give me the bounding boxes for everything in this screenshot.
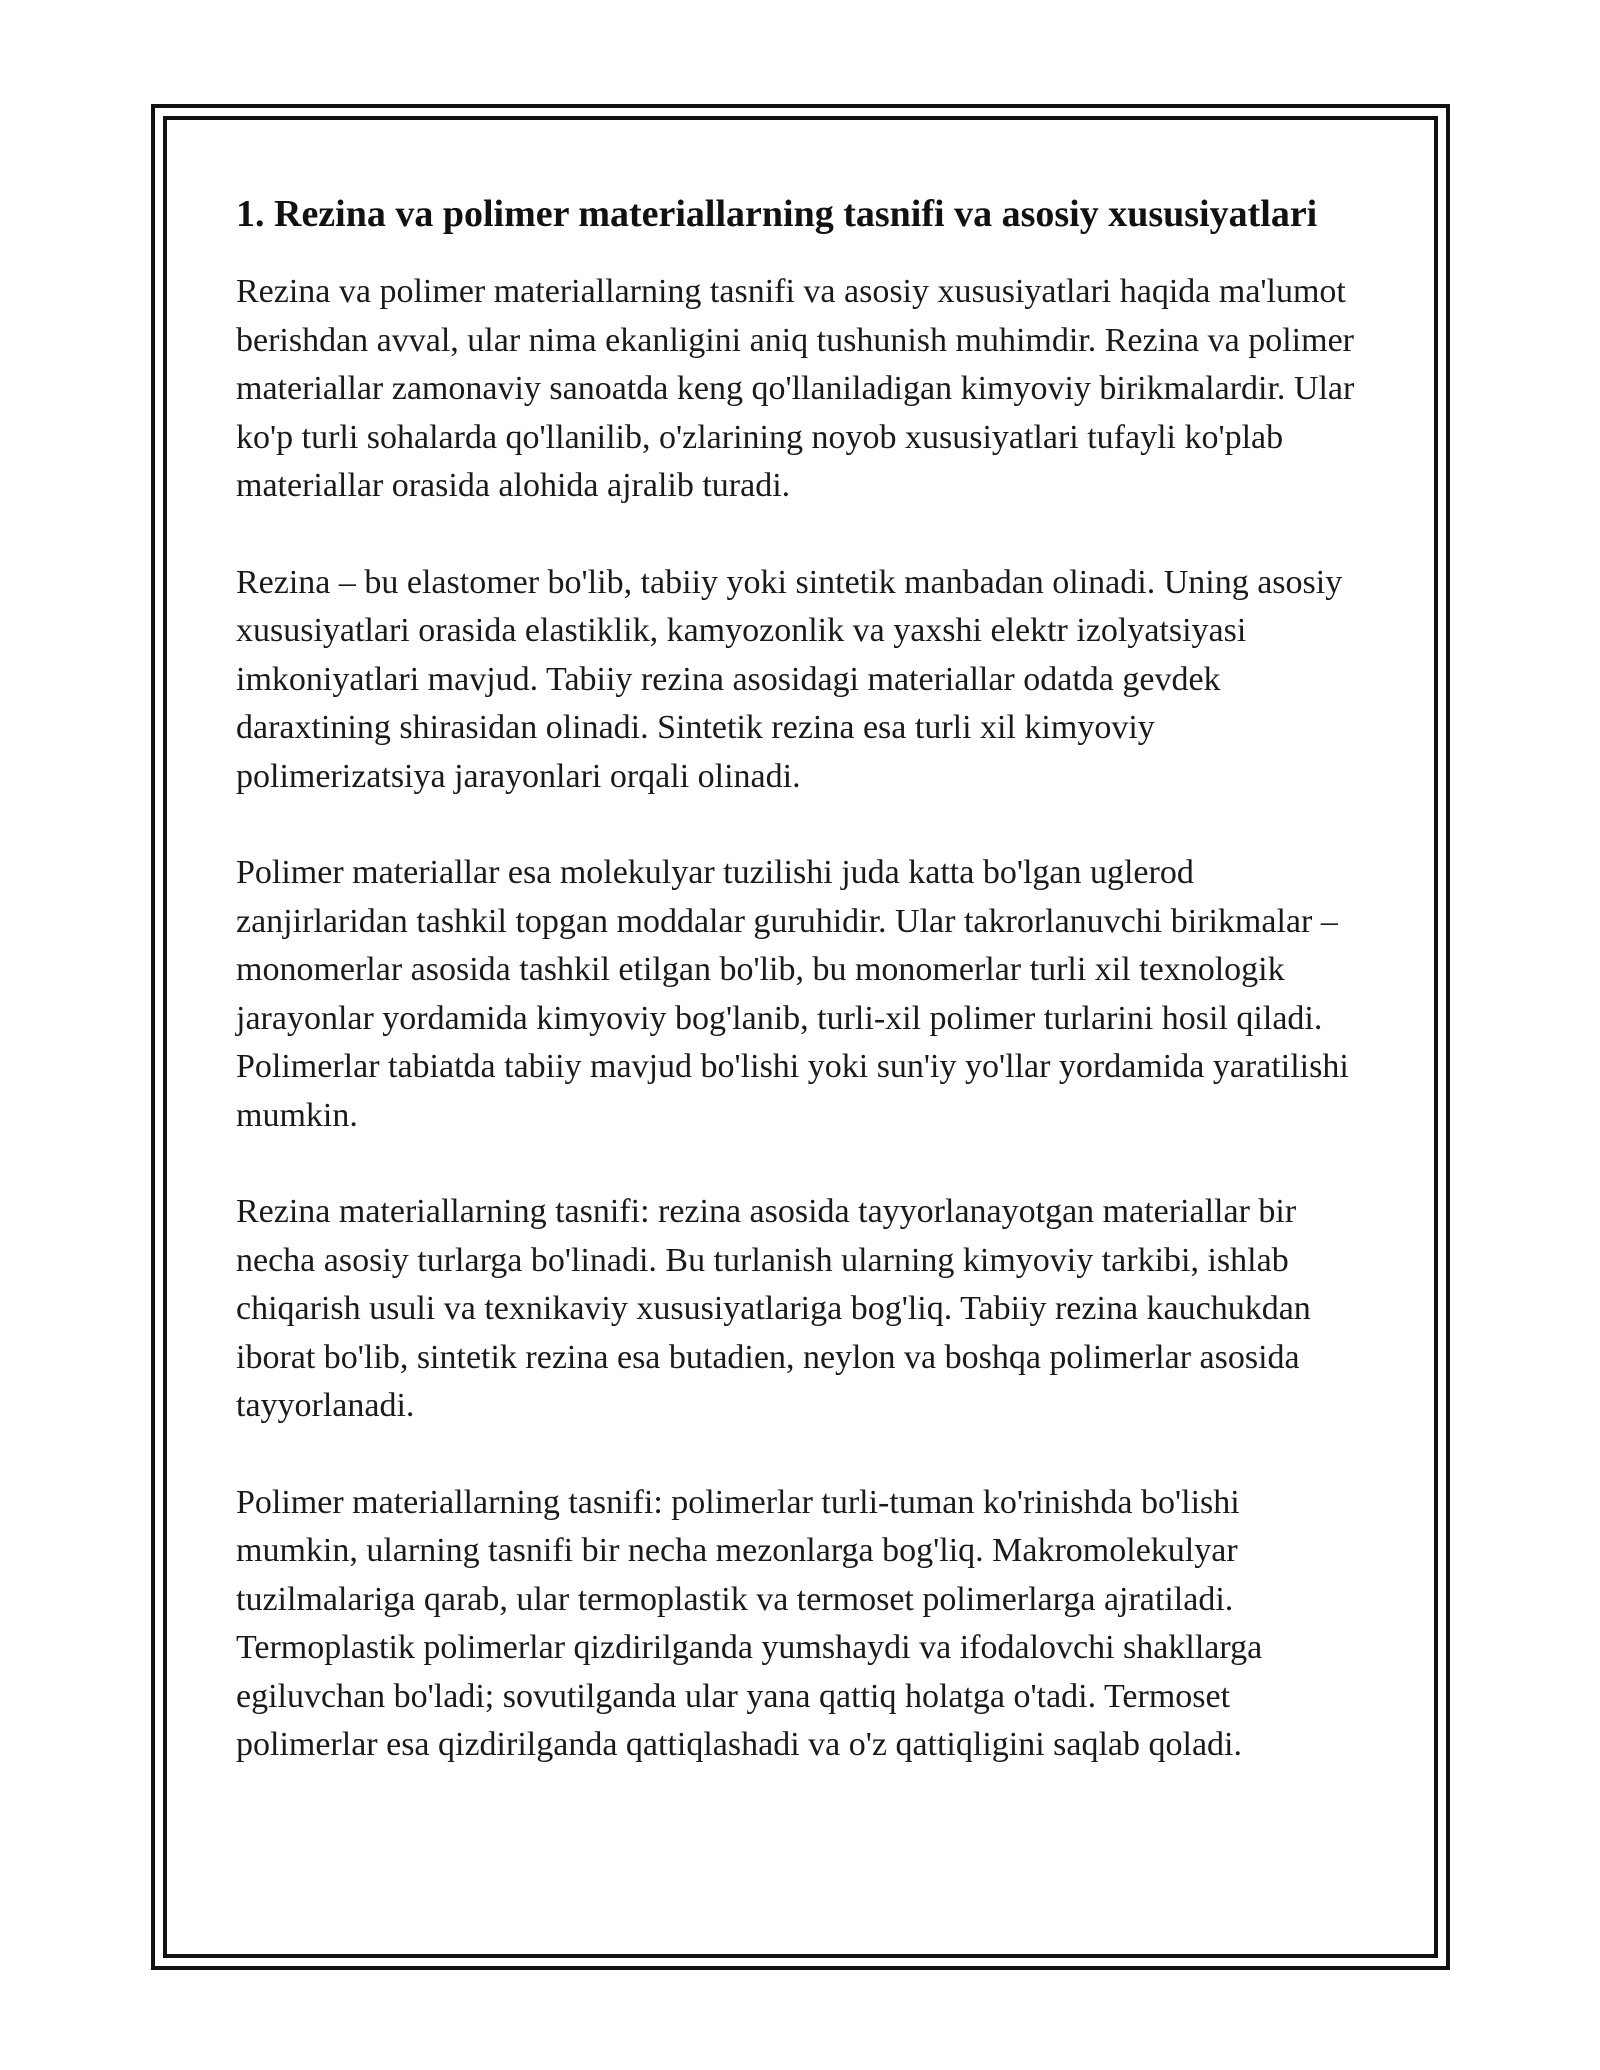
paragraph-intro: Rezina va polimer materiallarning tasnifi va asosiy xususiyatlari haqida ma'lumot berishdan avval, ular nima ekanligini aniq tushunish muhimdir. Rezina va polimer materiallar zamonaviy sanoatda keng qo'llaniladigan kimyoviy birikmalardir. Ular ko'p turli sohalarda qo'llanilib, o'zlarining noyob xususiyatlari tufayli ko'plab materiallar orasida alohida ajralib turadi.	[236, 273, 1355, 504]
section-heading: 1. Rezina va polimer materiallarning tasnifi va asosiy xususiyatlari	[236, 193, 1318, 235]
paragraph-polymer-classification: Polimer materiallarning tasnifi: polimerlar turli-tuman ko'rinishda bo'lishi mumkin, ularning tasnifi bir necha mezonlarga bog'liq. Makromolekulyar tuzilmalariga qarab, ular termoplastik va termoset polimerlarga ajratiladi. Termoplastik polimerlar qizdirilganda yumshaydi va ifodalovchi shakllarga egiluvchan bo'ladi; sovutilganda ular yana qattiq holatga o'tadi. Termoset polimerlar esa qizdirilganda qattiqlashadi va o'z qattiqligini saqlab qoladi.	[236, 1483, 1263, 1763]
document-content	[236, 186, 1366, 1770]
paragraph-polymer: Polimer materiallar esa molekulyar tuzilishi juda katta bo'lgan uglerod zanjirlaridan tashkil topgan moddalar guruhidir. Ular takrorlanuvchi birikmalar – monomerlar asosida tashkil etilgan bo'lib, bu monomerlar turli xil texnologik jarayonlar yordamida kimyoviy bog'lanib, turli-xil polimer turlarini hosil qiladi. Polimerlar tabiatda tabiiy mavjud bo'lishi yoki sun'iy yo'llar yordamida yaratilishi mumkin.	[236, 854, 1349, 1134]
paragraph-rubber: Rezina – bu elastomer bo'lib, tabiiy yoki sintetik manbadan olinadi. Uning asosiy xususiyatlari orasida elastiklik, kamyozonlik va yaxshi elektr izolyatsiyasi imkoniyatlari mavjud. Tabiiy rezina asosidagi materiallar odatda gevdek daraxtining shirasidan olinadi. Sintetik rezina esa turli xil kimyoviy polimerizatsiya jarayonlari orqali olinadi.	[236, 563, 1343, 795]
paragraph-rubber-classification: Rezina materiallarning tasnifi: rezina asosida tayyorlanayotgan materiallar bir necha asosiy turlarga bo'linadi. Bu turlanish ularning kimyoviy tarkibi, ishlab chiqarish usuli va texnikaviy xususiyatlariga bog'liq. Tabiiy rezina kauchukdan iborat bo'lib, sintetik rezina esa butadien, neylon va boshqa polimerlar asosida tayyorlanadi.	[236, 1193, 1311, 1424]
